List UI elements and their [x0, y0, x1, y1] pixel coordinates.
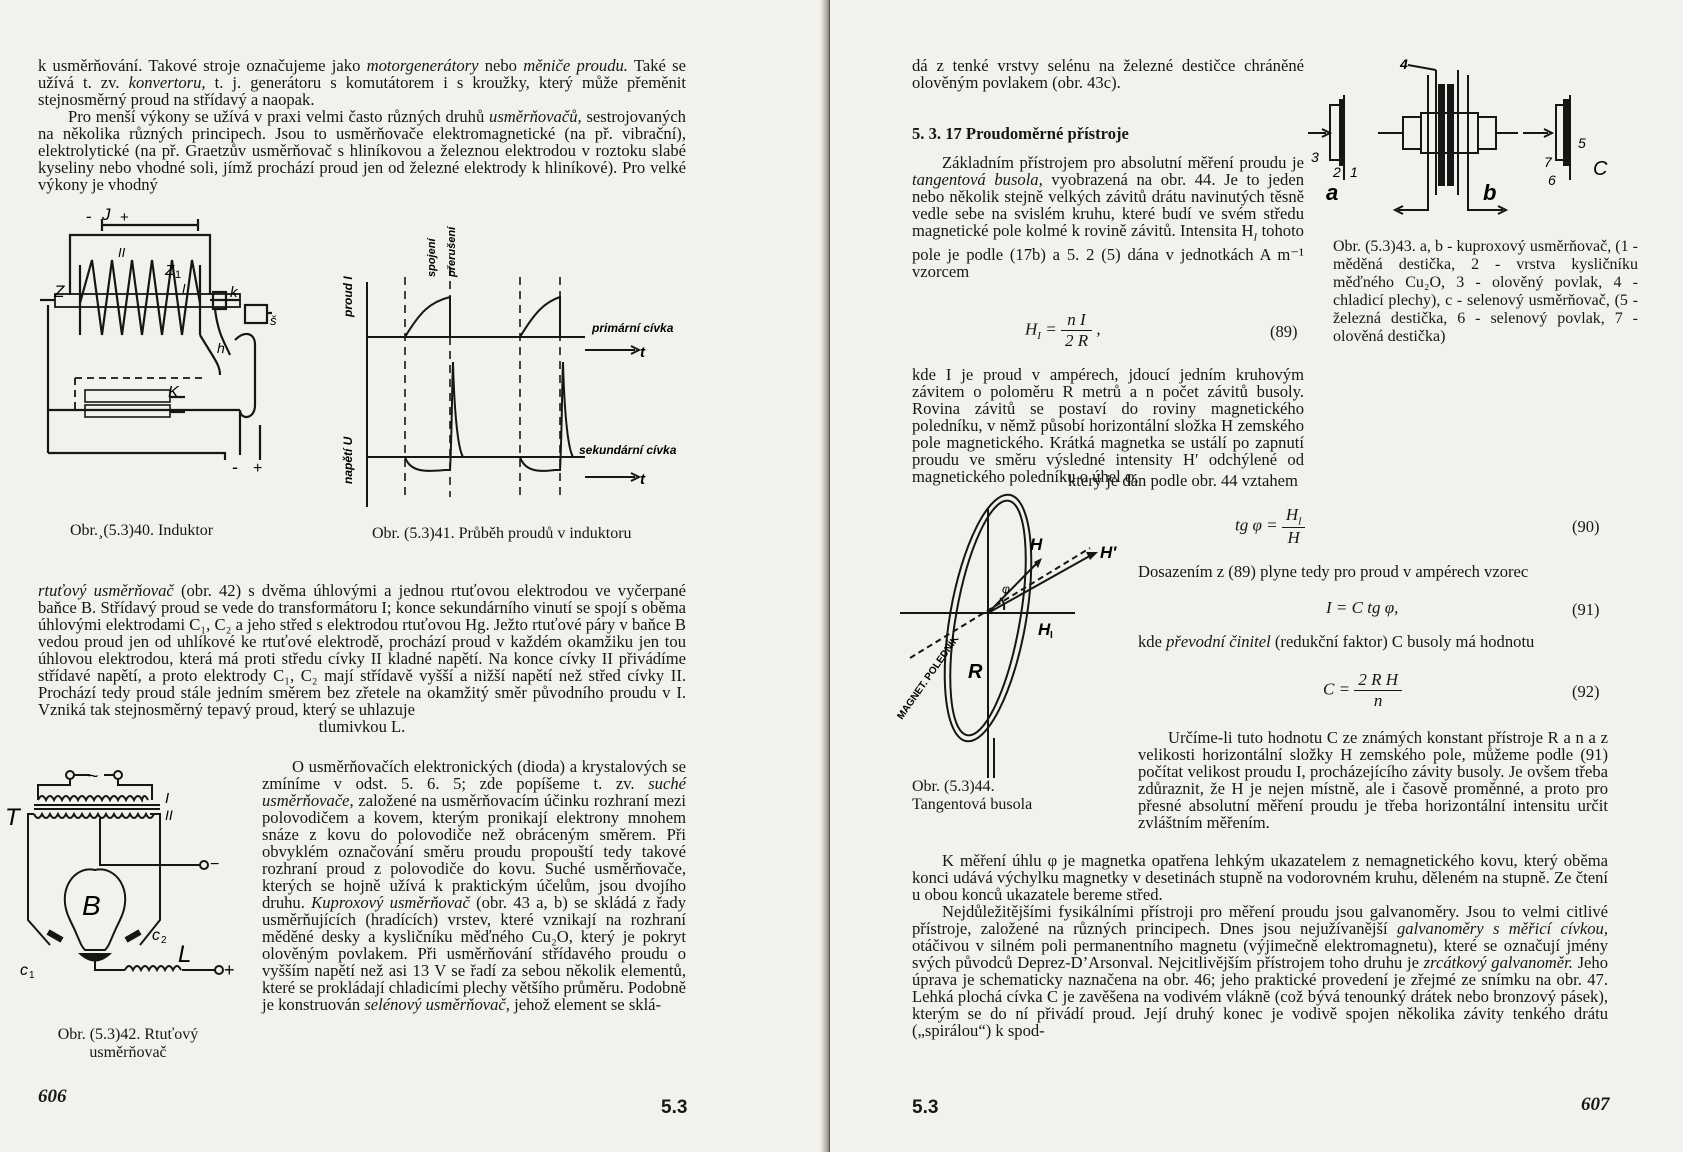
fig42-label-plus: +: [224, 960, 235, 980]
equation-90: tg φ = $\frac{H_I}{H}$: [1235, 505, 1305, 548]
fig41-label-preruseni: přerušení: [446, 226, 458, 277]
right-para-2: kde I je proud v ampérech, jdoucí jedním kruhovým závitem o poloměru R metrů a n počet závitů busoly. Rovina závitů se postaví do roviny magnetického poledníku, v němž působí horizontální složka H zemského pole magnetického. Krátká magnetka se ustálí po zapnutí proudu ve směru výsledné intensity H′ odchýlené od magnetického poledníku o úhel φ,: [912, 365, 1304, 486]
fig43-label-4: 4: [1400, 56, 1408, 72]
fig42-label-i: I: [165, 790, 170, 807]
equation-89: $H_I$ = $\frac{\text{n I}}{2 R}$ ,: [1025, 310, 1101, 350]
section-mark-left: 5.3: [661, 1097, 688, 1118]
right-para-3: Dosazením z (89) plyne tedy pro proud v ampérech vzorec: [1138, 562, 1529, 581]
fig44-label-h1: H: [1038, 620, 1051, 639]
right-para-4: kde převodní činitel (redukční faktor) C busoly má hodnotu: [1138, 632, 1535, 651]
fig40-label-bottom-plus: +: [253, 460, 263, 477]
fig40-label-z: Z: [54, 282, 65, 301]
equation-90-number: (90): [1572, 517, 1600, 536]
fig41-label-proud: proud I: [341, 276, 355, 317]
fig41-waveforms: [341, 226, 685, 512]
fig43-label-c: C: [1593, 158, 1608, 180]
fig42-label-t: T: [5, 804, 20, 831]
fig44-label-r: R: [968, 661, 983, 683]
fig40-label-z1-sub: 1: [175, 269, 182, 281]
fig40-label-j: J: [102, 205, 111, 224]
section-mark-right: 5.3: [912, 1097, 939, 1118]
left-bottom-text: O usměrňovačích elektronických (dioda) a krystalových se zmíníme v odst. 5. 6. 5; zde popíšeme t. zv. suché usměrňovače, založené na usměrňovacím účinku rozhraní mezi polovodičem a kovem, kterým pronikají elektrony mnohem snáze z kovu do polovodiče než obráceným směrem. Při obvyklém označování směru proudu propouští tedy takové rozhraní proud z polovodiče do kovu. Suché usměrňovače, kterých se hojně užívá k praktickým účelům, jsou dvojího druhu. Kuproxový usměrňovač (obr. 43 a, b) se skládá z řady usměrňujících (hradících) vrstev, které vznikají na rozhraní měděné desky a kysličníku měďného Cu₂O, který je pokryt olověným povlakem. Při usměrňování střídavého proudu o vyšším napětí než asi 13 V se řadí za sebou několik elementů, které se prokládají chladicími plechy většího průměru. Podobně je konstruován selénový usměrňovač, jehož element se sklá-: [262, 757, 687, 1014]
right-page: [830, 0, 1683, 1152]
left-top-text: k usměrňování. Takové stroje označujeme jako motorgenerátory nebo měniče proudu. Také se užívá t. zv. konvertoru, t. j. generátoru s komutátorem i s kroužky, který může přeměnit stejnosměrný proud na střídavý a naopak. Pro menší výkony se užívá v praxi velmi často různých druhů usměrňovačů, sestrojovaných na několika různých principech. Jsou to usměrňovače elektromagnetické (na př. vibrační), elektrolytické (na př. Graetzův usměrňovač s hliníkovou a železnou elektrodou v roztoku slabé kyseliny nebo vhodné soli, jímž prochází proud jen od železné elektrody k hliníkové). Pro velké výkony je vhodný: [38, 56, 686, 194]
equation-91: I = C tg φ,: [1326, 598, 1399, 617]
fig40-label-bigk: K: [168, 384, 179, 401]
right-para-5: Určíme-li tuto hodnotu C ze známých konstant přístroje R a n a z velikosti horizontální složky H zemského pole, můžeme podle (91) počítat velikost proudu I, procházejícího závity busoly. Je ovšem třeba zdůraznit, že H je nejen místně, ale i časově proměnné, a proto pro přesné absolutní měření proudu je třeba horizontální intensitu určit zvláštním měřením.: [1138, 728, 1608, 832]
fig43-label-b: b: [1483, 180, 1497, 205]
fig40-label-h: h: [217, 340, 225, 356]
fig44-label-h1-sub: I: [1050, 630, 1053, 641]
fig40-label-ii: II: [118, 245, 126, 260]
left-page: [0, 0, 826, 1152]
fig41-caption: Obr. (5.3)41. Průběh proudů v induktoru: [372, 525, 632, 542]
equation-89-number: (89): [1270, 322, 1298, 341]
fig44-label-hp: H': [1100, 543, 1117, 562]
right-top-text: dá z tenké vrstvy selénu na železné destičce chráněné olověným povlakem (obr. 43c).: [912, 56, 1304, 92]
right-para-6-7: K měření úhlu φ je magnetka opatřena lehkým ukazatelem z nemagnetického kovu, který oběma konci udává výchylku magnetky v desetinách stupně na vodorovném kruhu, děleném na stupně. Ze čtení u obou konců ukazatele bereme střed. Nejdůležitějšími fysikálními přístroji pro měření proudu jsou galvanoměry. Jsou to velmi citlivé přístroje, založené na různých principech. Dnes jsou nejužívanější galvanoměry s měřicí cívkou, otáčivou v silném poli permanentního magnetu (výjimečně elektromagnetu), které se označují jmény svých původců Deprez-D’Arsonval. Nejcitlivějším přístrojem toho druhu je zrcátkový galvanoměr. Jeho úprava je schematicky naznačena na obr. 46; jeho praktické provedení je zřejmé ze snímku na obr. 47. Lehká plochá cívka C je zavěšena na vodivém vláknĕ (což bývá tenounký drátek nebo bronzový pásek), kterým se do ní přivádí proud. Její druhý konec je vodivě spojen několika závity tenkého drátu („spirálou“) k spod-: [912, 851, 1608, 1040]
fig44-tangent-galvanometer: [890, 488, 1130, 778]
fig43-label-2: 2: [1333, 164, 1341, 180]
fig41-label-napeti: napětí U: [341, 436, 355, 484]
fig40-induktor: [40, 205, 330, 475]
fig42-label-b: B: [82, 890, 101, 921]
fig42-caption: Obr. (5.3)42. Rtuťový usměrňovač: [57, 1026, 199, 1061]
page-number-right: 607: [1581, 1094, 1610, 1115]
fig41-label-primarni: primární cívka: [592, 321, 674, 335]
right-para-2-end: který je dán podle obr. 44 vztahem: [1068, 471, 1298, 490]
fig43-label-1: 1: [1350, 164, 1358, 180]
fig42-label-c2: c: [152, 927, 160, 944]
fig43-label-3: 3: [1311, 149, 1319, 165]
fig40-label-i: I: [182, 281, 186, 296]
fig40-label-plus: +: [120, 209, 129, 226]
fig44-caption: Obr. (5.3)44. Tangentová busola: [912, 778, 1033, 813]
fig42-label-ii: II: [165, 807, 173, 823]
fig43-caption: Obr. (5.3)43. a, b - kuproxový usměrňovač, (1 - měděná destička, 2 - vrstva kysličníku měďného Cu₂O, 3 - olověný povlak, 4 - chladicí plechy), c - selenový usměrňovač, (5 - železná destička, 6 - selenový povlak, 7 - olověná destička): [1333, 238, 1638, 345]
equation-91-number: (91): [1572, 600, 1600, 619]
section-heading: 5. 3. 17 Proudoměrné přístroje: [912, 124, 1129, 143]
fig40-caption: Obr.¸(5.3)40. Induktor: [70, 522, 214, 539]
fig40-label-bottom-minus: -: [232, 457, 238, 477]
fig40-label-z1: Z: [165, 262, 175, 279]
fig40-label-s: š: [270, 313, 277, 328]
fig43-rectifiers: [1308, 55, 1638, 235]
fig44-label-magnet: MAGNET. POLEDNÍK: [895, 633, 962, 722]
equation-92-number: (92): [1572, 682, 1600, 701]
fig43-label-a: a: [1326, 180, 1339, 205]
fig41-label-t1: t: [640, 344, 645, 361]
left-middle-text: rtuťový usměrňovač (obr. 42) s dvěma úhlovými a jednou rtuťovou elektrodou ve vyčerpané baňce B. Střídavý proud se vede do transformátoru I; konce sekundárního vinutí se spojí s oběma úhlovými elektrodami C₁, C₂ a jeho střed s elektrodou rtuťovou Hg. Ježto rtuťové páry v baňce B vedou proud jen od uhlíkové ke rtuťové elektrodě, prochází proud v každém okamžiku jen tou úhlovou elektrodou, která má proti středu cívky II kladné napětí. Na konce cívky II přivádíme střídavé napětí, a proto elektrody C₁, C₂ mají střídavě vyšší a nižší napětí než střed cívky II. Prochází tedy proud stále jedním směrem bez zřetele na okamžitý směr původního proudu v I. Vzniká tak stejnosměrný tepavý proud, který se uhlazuje tlumivkou L.: [38, 581, 686, 736]
fig43-label-6: 6: [1548, 172, 1556, 188]
fig41-label-spojeni: spojení: [426, 238, 438, 277]
page-number-left: 606: [38, 1086, 67, 1107]
fig42-label-minus: −: [210, 856, 220, 873]
fig40-label-minus: -: [86, 207, 92, 226]
fig44-label-h: H: [1030, 535, 1043, 554]
fig42-label-c1: c: [20, 962, 28, 979]
fig42-label-c1-sub: 1: [29, 970, 35, 981]
fig44-label-phi: φ: [1002, 582, 1010, 596]
fig40-label-k: k: [230, 284, 238, 301]
fig42-label-c2-sub: 2: [161, 935, 167, 946]
fig43-label-5: 5: [1578, 135, 1586, 151]
equation-92: C = $\frac{\text{2 R H}}{n}$: [1323, 670, 1402, 711]
fig41-label-t2: t: [640, 471, 645, 488]
fig42-label-tilde: ~: [88, 766, 99, 786]
fig43-label-7: 7: [1544, 154, 1552, 170]
right-para-1: Základním přístrojem pro absolutní měření proudu je tangentová busola, vyobrazená na obr. 44. Je to jeden nebo několik stejně velkých závitů drátu navinutých těsně vedle sebe na svislém kruhu, které budí ve svém středu magnetické pole kolmé k rovině závitů. Intensita $H_I$ tohoto pole je podle (17b) a 5. 2 (5) dána v jednotkách A m⁻¹ vzorcem: [912, 153, 1304, 282]
fig42-mercury-rectifier: [0, 766, 250, 1010]
fig41-label-sekundarni: sekundární cívka: [579, 443, 677, 457]
fig42-label-l: L: [178, 941, 192, 968]
